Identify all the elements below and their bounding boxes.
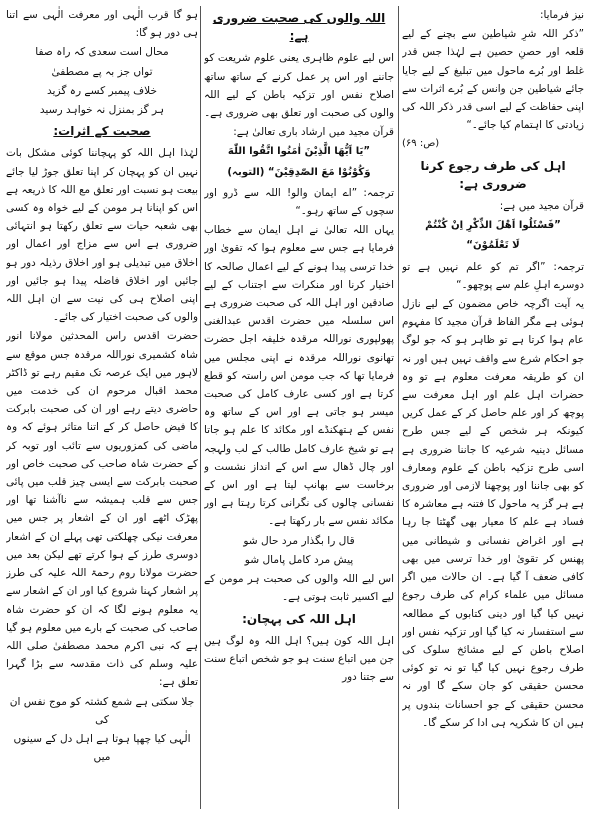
paragraph: نیز فرمایا: bbox=[539, 9, 584, 21]
left-column bbox=[6, 6, 198, 809]
paragraph: قرآن مجید میں ہے: bbox=[499, 200, 584, 213]
paragraph: اہل اللہ کون ہیں؟ اہل اللہ وہ لوگ ہیں جن میں اتباع سنت ہو جو شخص اتباع سنت سے جتنا دور bbox=[204, 634, 394, 684]
paragraph: لہٰذا اہل اللہ کو پہچاننا کوئی مشکل بات نہیں ان کو پہچان کر اپنا تعلق جوڑ لیا جائے بیعت ہو نسبت اور تعلق مع اللہ کا ذریعہ ہے اس کو اپنانا ہر مومن کے لیے خواہ وہ کسی بھی شعبہ حیات سے تعلق رکھتا ہو انتہائی ضروری ہے اس سے مزاج اور اعمال اور اخلاق میں تبدیلی ہو اور اخلاق رذیلہ دور ہو جائیں اور اخلاق فاضلہ پیدا ہو جائیں اور اپنی اصلاح ہی کی نیت سے ان اہل اللہ والوں کی صحبت اختیار کی جائے۔ bbox=[6, 147, 198, 324]
section-heading: اللہ والوں کی صحبت ضروری ہے: bbox=[212, 11, 386, 44]
translation-paragraph: ترجمہ: ”اے ایمان والو! اللہ سے ڈرو اور سچوں کے ساتھ رہو۔“ bbox=[204, 186, 394, 218]
urdu-verse: جلا سکتی ہے شمع کشتہ کو موج نفس ان کی bbox=[9, 695, 195, 726]
persian-couplet-line: محال است سعدی کہ راہ صفا bbox=[35, 46, 169, 59]
column-divider bbox=[398, 6, 399, 809]
page-reference: (ص: ۶۹) bbox=[402, 138, 440, 150]
arabic-verse-line: ”يَا اَيُّهَا الَّذِيْنَ اٰمَنُوا اتَّقُوا اللّٰهَ bbox=[227, 146, 371, 158]
section-heading: اہل اللہ کی پہچان: bbox=[242, 611, 356, 626]
arabic-verse-line: ”فَسْئَلُوا اَهْلَ الذِّكْرِ اِنْ كُنْتُمْ bbox=[425, 220, 561, 232]
section-heading: اہل کی طرف رجوع کرنا ضروری ہے: bbox=[420, 158, 566, 191]
paragraph: حضرت اقدس راس المحدثین مولانا انور شاہ کشمیری نوراللہ مرقدہ جس موقع سے لاہور میں ایک عرصہ تک مقیم رہے تو ڈاکٹر محمد اقبال مرحوم ان کی خدمت میں حاضری دیتے رہے اور ان کی صحبت بابرکت کا فیض حاصل کر کے اتنا متاثر ہوئے کہ وہ ماضی کی کمزوریوں سے تائب اور توبہ کر کے حضرت شاہ صاحب کی صحبت خاص اور صحبت بابرکت سے ایسی چیز قلب میں پائی جس سے قلب ہمیشہ سے ناآشنا تھا اور پھڑک اٹھے اور ان کے اشعار پر جس میں معرفت نیکی چھلکتی تھی پہلے ان کے اشعار دوسری طرز کے ہوا کرتے تھے لیکن بعد میں حضرت مولانا روم رحمۃ اللہ علیہ کی طرز پر اشعار کہنا شروع کیا اور ان کے اشعار سے یہ معلوم ہونے لگا کہ ان کو حضرت شاہ صاحب کی صحبت کے بارے میں معلوم ہو گیا ہے کہ نبی اکرم محمد مصطفیٰ صلی اللہ علیہ وسلم کی ذات مقدسہ سے بڑا گہرا تعلق ہے: bbox=[6, 330, 198, 689]
arabic-verse-line: وَكُوْنُوْا مَعَ الصّٰدِقِيْنَ“ (التوبہ) bbox=[227, 166, 371, 178]
translation-paragraph: ترجمہ: ”اگر تم کو علم نہیں ہے تو دوسرے اہلِ علم سے پوچھو۔“ bbox=[402, 260, 584, 291]
persian-couplet-line: ہر گز بمنزل نہ خواہد رسید bbox=[39, 104, 165, 117]
urdu-verse: الٰہی کیا چھپا ہوتا ہے اہل دل کے سینوں میں bbox=[13, 732, 191, 764]
arabic-verse-line: لَا تَعْلَمُوْنَ“ bbox=[466, 240, 520, 252]
right-column bbox=[402, 6, 584, 809]
column-divider bbox=[200, 6, 201, 809]
paragraph: یہاں اللہ تعالیٰ نے اہل ایمان سے خطاب فرمایا ہے جس سے معلوم ہوا کہ تقویٰ اور خدا ترسی پیدا ہونے کے لیے اعمال صالحہ کا اختیار کرنا اور منکرات سے اجتناب کے لیے صادقین اور اہل اللہ کی صحبت ضروری ہے اس سلسلہ میں حضرت اقدس عبدالغنی پھولپوری نوراللہ مرقدہ خلیفہ اجل حضرت تھانوی نوراللہ مرقدہ نے اپنی مجلس میں فرمایا تھا کہ جب مومن اس راستہ کو قطع کرتا ہے اور کسی عارف کامل کی صحبت میسر ہو جاتی ہے اور اس کے ساتھ وہ نفس کے ہتھکنڈے اور مکائد کا علم ہو جاتا ہے تو شیخ عارف کامل طالب کے لب ولہجہ اور چال ڈھال سے اس کے انداز نشست و برخاست سے بھانپ لیتا ہے اور اس کے نفسانی چالوں کی نگرانی کرتا رہتا ہے اور مکائد نفس سے بار رکھتا ہے۔ bbox=[204, 224, 394, 528]
quote-paragraph: ”ذکر اللہ شرِ شیاطین سے بچنے کے لیے قلعہ اور حصنِ حصین ہے لہٰذا جس قدر غلط اور بُرے ماحول میں تبلیغ کے لیے جایا جائے شیاطین جن وانس کے بُرے اثرات سے اپنی حفاظت کے لیے اسی قدر ذکر اللہ کی زیادتی کا اہتمام کیا جائے۔“ bbox=[402, 28, 584, 132]
paragraph: اس لیے اللہ والوں کی صحبت ہر مومن کے لیے اکسیر ثابت ہوتی ہے۔ bbox=[204, 573, 394, 604]
paragraph: قرآن مجید میں ارشاد باری تعالیٰ ہے: bbox=[233, 126, 394, 139]
paragraph: ہو گا قرب الٰہی اور معرفت الٰہی سے اتنا ہی دور ہو گا: bbox=[6, 9, 198, 40]
paragraph: یہ آیت اگرچہ خاص مضمون کے لیے نازل ہوئی ہے مگر الفاظ قرآن مجید کا مفہوم عام ہوا کرتا ہے تو ظاہر ہو کہ جو لوگ جو احکام شرع سے واقف نہیں ہیں اور نہ ان کو طریقہ معرفت معلوم ہے تو وہ حضرات اہل علم اور اہل معرفت سے پوچھ کر اور علم حاصل کر کے عمل کریں کیونکہ ہر شخص کے لیے جس طرح مسائل دینیہ شرعیہ کا جاننا ضروری ہے اسی طرح تزکیہ باطن کے علوم ومعارف کو بھی جاننا اور پوچھنا لازمی اور ضروری ہے ہر گز یہ ماحول کا فتنہ ہے معاشرہ کا فساد ہے علم کا معیار بھی گھٹتا جا رہا ہے اور اغراض نفسانی و شیطانی میں پھنس کر تقویٰ اور خدا ترسی میں بھی کافی ضعف آ گیا ہے۔ ان حالات میں اگر مسائل میں علماء کرام کی طرف رجوع نہیں کیا گیا اور دینی کتابوں کے مطالعہ سے استفسار نہ کیا گیا اور تزکیہ نفس اور اصلاح باطن کے لیے مشائخ سلوک کی طرف رجوع نہیں کیا گیا تو نہ تو کوئی محسن حقیقی کو جان سکے گا اور نہ محسن حقیقی کے جو احسانات بندوں پر ہیں ان کا شکریہ ہی ادا کر سکے گا۔ bbox=[402, 298, 584, 729]
persian-couplet-line: تواں جز بہ پے مصطفیٰ bbox=[51, 65, 153, 78]
persian-verse: پیش مرد کامل پامال شو bbox=[244, 553, 354, 566]
persian-couplet-line: خلاف پیمبر کسے رہ گزید bbox=[46, 84, 158, 97]
persian-verse: قال را بگذار مرد حال شو bbox=[243, 534, 355, 547]
middle-column bbox=[204, 6, 394, 809]
section-heading: صحبت کے اثرات: bbox=[53, 124, 151, 139]
paragraph: اس لیے علوم ظاہری یعنی علوم شریعت کو جاننے اور اس پر عمل کرنے کے ساتھ ساتھ اصلاح نفس اور تزکیہ باطن کے لیے اللہ والوں کی صحبت اور تعلق بھی ضروری ہے۔ bbox=[204, 52, 394, 120]
